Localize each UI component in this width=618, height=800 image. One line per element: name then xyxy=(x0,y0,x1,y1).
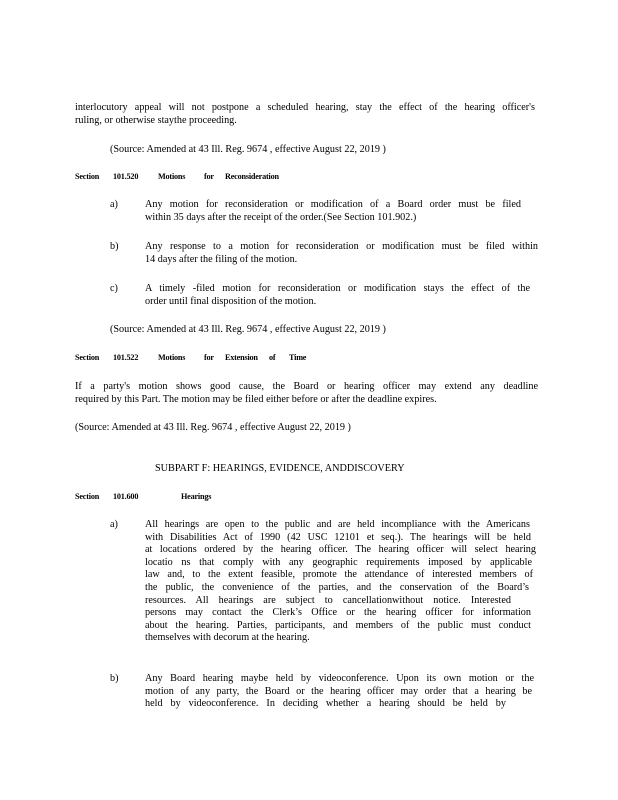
item-label: b) xyxy=(110,673,119,684)
source-note: (Source: Amended at 43 Ill. Reg. 9674 , effective August 22, 2019 ) xyxy=(110,144,386,155)
text-line: within 35 days after the receipt of the order.(See Section 101.902.) xyxy=(145,211,417,223)
subpart-heading: SUBPART F: HEARINGS, EVIDENCE, ANDDISCOVERY xyxy=(155,463,405,474)
section-heading-101-520 xyxy=(75,172,375,184)
section-number: 101.600 xyxy=(113,492,139,501)
text-line: If a party's motion shows good cause, the Board or hearing officer may extend any deadline xyxy=(75,381,538,392)
text-line: Any response to a motion for reconsideration or modification must be filed within xyxy=(145,241,538,252)
section-title-word: Extension xyxy=(225,353,258,362)
section-number: 101.522 xyxy=(113,353,139,362)
text-line: Any motion for reconsideration or modification of a Board order must be filed xyxy=(145,199,521,210)
section-title-word: Motions xyxy=(158,353,186,362)
text-line: held by videoconference. In deciding whether a hearing should be held by xyxy=(145,698,506,710)
text-line: the public, the convenience of the parties, and the conservation of the Board’s xyxy=(145,581,529,593)
text-line: motion of any party, the Board or the hearing officer may order that a hearing be xyxy=(145,685,532,697)
section-label: Section xyxy=(75,353,100,362)
paragraph-101-522 xyxy=(75,381,538,406)
text-line: themselves with decorum at the hearing. xyxy=(145,632,310,644)
item-label: a) xyxy=(110,519,118,530)
item-label: a) xyxy=(110,199,118,210)
section-heading-101-600 xyxy=(75,492,375,504)
item-label: c) xyxy=(110,283,118,294)
section-title-word: Reconsideration xyxy=(225,172,279,181)
section-title-word: Motions xyxy=(158,172,186,181)
text-line: persons may contact the Clerk’s Office or the hearing officer for information xyxy=(145,607,531,619)
section-number: 101.520 xyxy=(113,172,139,181)
text-line: about the hearing. Parties, participants, and members of the public must conduct xyxy=(145,619,531,631)
section-title-word: for xyxy=(204,172,214,181)
item-text-hearings-a xyxy=(145,519,536,645)
text-line: with Disabilities Act of 1990 (42 USC 12101 et seq.). The hearings will be held xyxy=(145,531,531,543)
text-line: order until final disposition of the motion. xyxy=(145,295,317,307)
text-line: ruling, or otherwise staythe proceeding. xyxy=(75,114,237,126)
section-heading-101-522 xyxy=(75,353,375,365)
section-label: Section xyxy=(75,492,100,501)
text-line: resources. All hearings are subject to cancellationwithout notice. Interested xyxy=(145,594,511,606)
text-line: required by this Part. The motion may be filed either before or after the deadline expires. xyxy=(75,393,437,405)
source-note: (Source: Amended at 43 Ill. Reg. 9674 , effective August 22, 2019 ) xyxy=(75,422,351,433)
text-line: All hearings are open to the public and are held incompliance with the Americans xyxy=(145,519,530,530)
section-title-word: of xyxy=(269,353,276,362)
item-label: b) xyxy=(110,241,119,252)
paragraph-interlocutory xyxy=(75,102,535,127)
section-title-word: Hearings xyxy=(181,492,212,501)
text-line: 14 days after the filing of the motion. xyxy=(145,253,298,265)
source-note: (Source: Amended at 43 Ill. Reg. 9674 , effective August 22, 2019 ) xyxy=(110,324,386,335)
section-title-word: for xyxy=(204,353,214,362)
item-text-a xyxy=(145,199,521,224)
text-line: locatio ns that comply with any geographic requirements imposed by applicable xyxy=(145,556,532,568)
item-text-hearings-b xyxy=(145,673,534,711)
text-line: law and, to the extent feasible, promote the attendance of interested members of xyxy=(145,569,533,581)
item-text-b xyxy=(145,241,538,266)
text-line: Any Board hearing maybe held by videoconference. Upon its own motion or the xyxy=(145,673,534,684)
section-label: Section xyxy=(75,172,100,181)
text-line: at locations ordered by the hearing officer. The hearing officer will select hearing xyxy=(145,544,536,556)
text-line: interlocutory appeal will not postpone a scheduled hearing, stay the effect of the hearing officer's xyxy=(75,102,535,113)
text-line: A timely -filed motion for reconsideration or modification stays the effect of the xyxy=(145,283,530,294)
item-text-c xyxy=(145,283,530,308)
section-title-word: Time xyxy=(289,353,307,362)
